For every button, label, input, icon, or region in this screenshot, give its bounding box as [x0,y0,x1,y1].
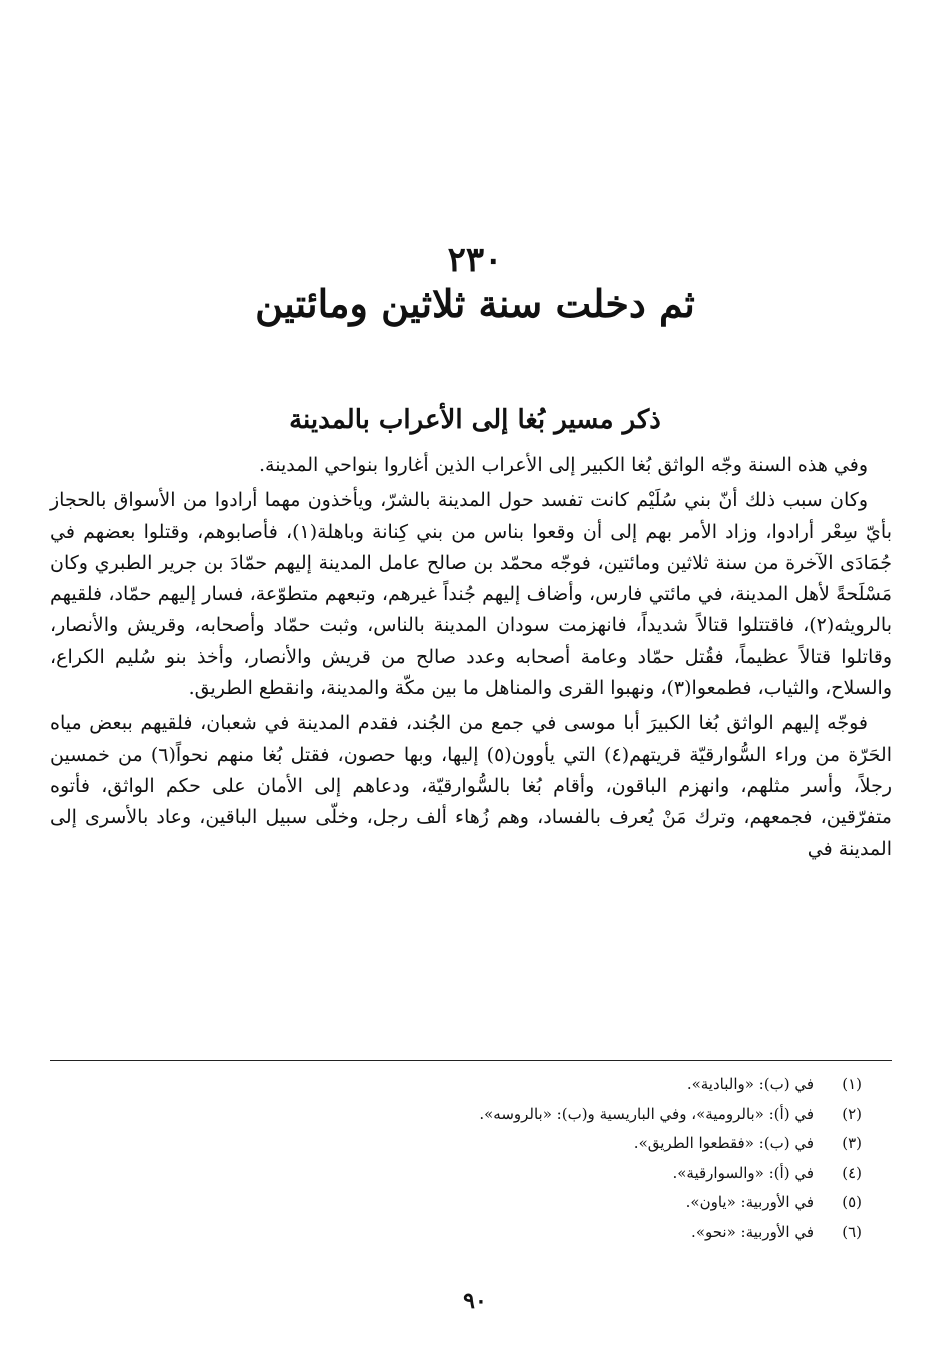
footnote-separator [50,1060,892,1061]
footnote-text: في (أ): «بالرومية»، وفي الباريسية و(ب): «بالروسه». [479,1104,814,1123]
footnote-text: في الأوربية: «نحو». [691,1222,814,1241]
footnote-number: (٥) [842,1193,862,1211]
footnote-text: في (ب): «والبادية». [686,1075,814,1093]
footnote-number: (٦) [842,1222,862,1241]
footnote-text: في (ب): «فقطعوا الطريق». [633,1134,814,1152]
footnote-number: (٢) [842,1104,862,1123]
chapter-title: ثم دخلت سنة ثلاثين ومائتين [255,281,695,326]
footnote-number: (١) [842,1075,862,1093]
footnotes-list [102,1070,862,1247]
footnote [102,1100,862,1130]
paragraph: وكان سبب ذلك أنّ بني سُلَيْم كانت تفسد حول المدينة بالشرّ، ويأخذون مهما أرادوا من الأسواق بالحجاز بأيّ سِعْر أرادوا، وزاد الأمر بهم إلى أن وقعوا بناس من بني كِنانة وباهلة(١)، فأصابوهم، وقتلوا بعضهم في جُمَادَى الآخرة من سنة ثلاثين ومائتين، فوجّه محمّد بن صالح عامل المدينة إليهم حمّادَ بن جرير الطبري وكان مَسْلَحةً لأهل المدينة، في مائتي فارس، وأضاف إليهم جُنداً غيرهم، وتبعهم متطوّعة، فسار إليهم حمّاد، فلقيهم بالرويثه(٢)، فاقتتلوا قتالاً شديداً، فانهزمت سودان المدينة بالناس، وثبت حمّاد وأصحابه، وقريش والأنصار، وقاتلوا قتالاً عظيماً، فقُتل حمّاد وعامة أصحابه وعدد صالح من قريش والأنصار، وأخذ بنو سُليم الكراع، والسلاح، والثياب، فطمعوا(٣)، ونهبوا القرى والمناهل ما بين مكّة والمدينة، وانقطع الطريق. [50,489,892,700]
footnote-text: في الأوربية: «ياون». [685,1193,814,1211]
paragraph: وفي هذه السنة وجّه الواثق بُغا الكبير إلى الأعراب الذين أغاروا بنواحي المدينة. [258,454,868,476]
section-heading: ذكر مسير بُغا إلى الأعراب بالمدينة [289,405,661,435]
paragraph: فوجّه إليهم الواثق بُغا الكبيرَ أبا موسى في جمع من الجُند، فقدم المدينة في شعبان، فلقيهم ببعض مياه الحَرّة من وراء السُّوارقيّة قريتهم(٤) التي يأوون(٥) إليها، وبها حصون، فقتل بُغا منهم نحواً(٦) من خمسين رجلاً، وأسر مثلهم، وانهزم الباقون، وأقام بُغا بالسُّوارقيّة، ودعاهم إلى الأمان على حكم الواثق، فأتوه متفرّقين، فجمعهم، وترك مَنْ يُعرف بالفساد، وهم زُهاء ألف رجل، وخلّى سبيل الباقين، وعاد بالأسرى إلى المدينة في [50,712,892,860]
footnote-text: في (أ): «والسوارقية». [672,1163,814,1182]
footnote-number: (٤) [842,1163,862,1182]
footnote [102,1129,862,1159]
footnote [102,1159,862,1189]
footnote [102,1218,862,1248]
page-number: ٩٠ [463,1288,487,1314]
year-heading: ٢٣٠ [447,240,503,280]
footnote [102,1188,862,1218]
footnote [102,1070,862,1100]
body-text [50,450,892,865]
footnote-number: (٣) [842,1134,862,1152]
